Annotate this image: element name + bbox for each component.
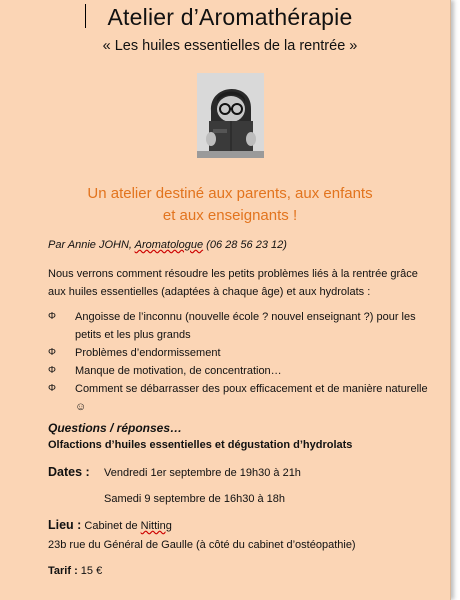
- list-item-text: Comment se débarrasser des poux efficacement et de manière naturelle ☺: [75, 383, 428, 413]
- location-prefix: Cabinet de: [81, 520, 141, 532]
- page-title: Atelier d’Aromathérapie: [107, 4, 353, 30]
- price-value: 15 €: [77, 565, 103, 577]
- page-subtitle: « Les huiles essentielles de la rentrée »: [102, 38, 358, 54]
- bullet-symbol-icon: Φ: [48, 383, 56, 394]
- date-2: Samedi 9 septembre de 16h30 à 18h: [104, 493, 286, 505]
- location-line: [48, 518, 172, 532]
- headline: [0, 183, 460, 227]
- location-place: Nitting: [140, 520, 172, 532]
- author-phone: (06 28 56 23 12): [203, 239, 287, 251]
- topics-list: [48, 308, 428, 416]
- headline-line-2: et aux enseignants !: [162, 207, 298, 224]
- price-label: Tarif :: [48, 565, 78, 577]
- date-1: Vendredi 1er septembre de 19h30 à 21h: [104, 467, 301, 479]
- author-title: Aromatologue: [134, 239, 204, 251]
- list-item: [48, 344, 428, 362]
- bullet-symbol-icon: Φ: [48, 347, 56, 358]
- olfactions-line: Olfactions d’huiles essentielles et dégustation d’hydrolats: [48, 439, 353, 451]
- list-item: [48, 362, 428, 380]
- intro-paragraph: Nous verrons comment résoudre les petits problèmes liés à la rentrée grâce aux huiles essentielles (adaptées à chaque âge) et aux hydrolats :: [48, 268, 418, 298]
- author-prefix: Par Annie JOHN,: [48, 239, 135, 251]
- price-line: [48, 565, 102, 577]
- list-item-text: Manque de motivation, de concentration…: [75, 365, 282, 377]
- bullet-symbol-icon: Φ: [48, 311, 56, 322]
- location-label: Lieu :: [48, 518, 82, 532]
- list-item-text: Problèmes d’endormissement: [75, 347, 221, 359]
- dates-label: Dates :: [48, 465, 90, 479]
- questions-heading: Questions / réponses…: [48, 421, 183, 435]
- headline-line-1: Un atelier destiné aux parents, aux enfants: [87, 185, 373, 202]
- bullet-symbol-icon: Φ: [48, 365, 56, 376]
- author-line: [48, 239, 287, 251]
- address-line: 23b rue du Général de Gaulle (à côté du cabinet d’ostéopathie): [48, 539, 356, 551]
- list-item: [48, 308, 428, 344]
- list-item-text: Angoisse de l’inconnu (nouvelle école ? nouvel enseignant ?) pour les petits et les plus grands: [75, 311, 416, 341]
- list-item: [48, 380, 428, 416]
- reading-girl-photo: [197, 73, 264, 158]
